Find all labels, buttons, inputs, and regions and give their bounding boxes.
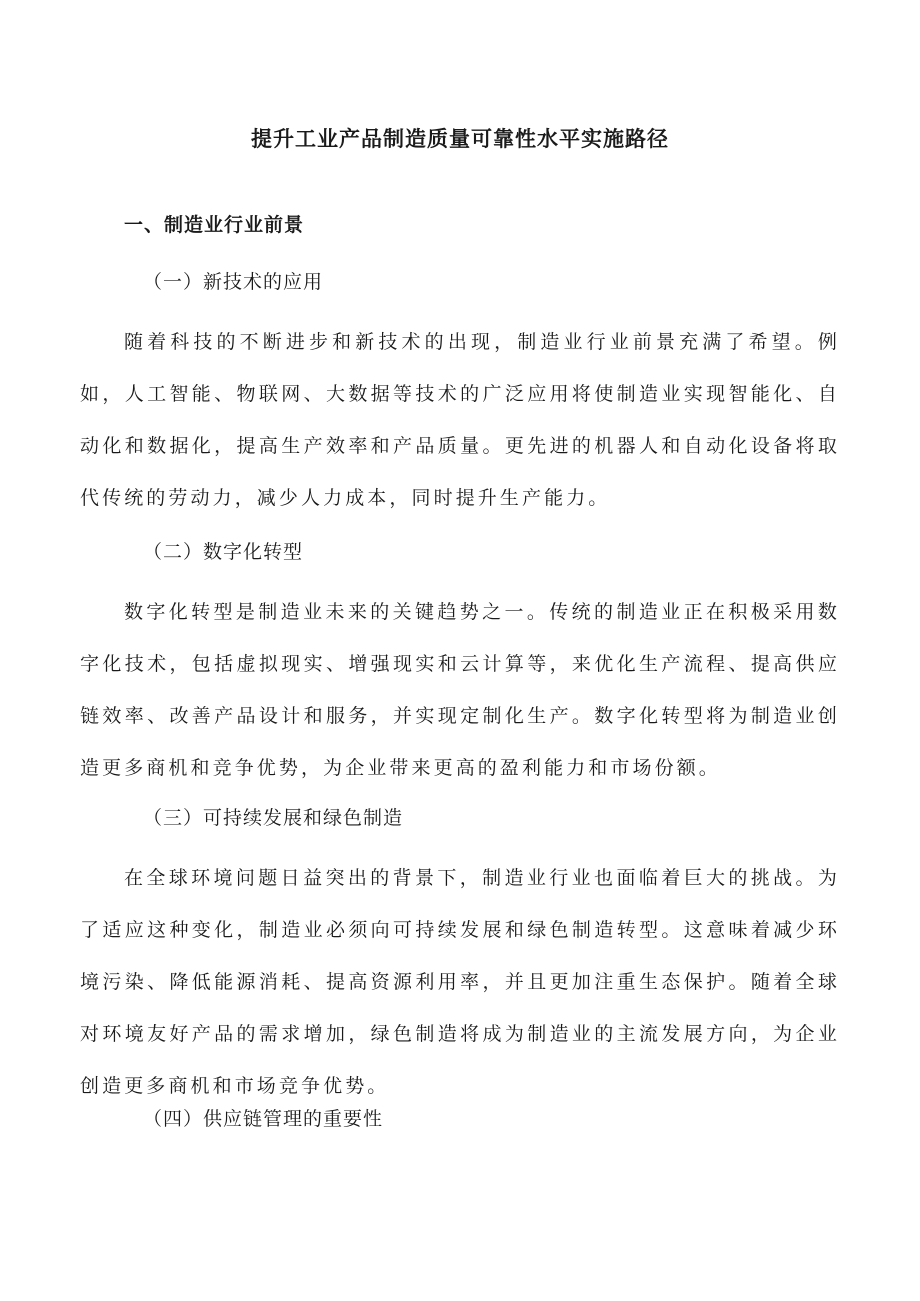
subsection-heading-2: （二）数字化转型: [143, 541, 304, 563]
subsection-heading-4: （四）供应链管理的重要性: [143, 1108, 384, 1130]
section-heading: 一、制造业行业前景: [124, 214, 305, 236]
paragraph-2: 数字化转型是制造业未来的关键趋势之一。传统的制造业正在积极采用数字化技术，包括虚拟现实、增强现实和云计算等，来优化生产流程、提高供应链效率、改善产品设计和服务，并实现定制化生产。数字化转型将为制造业创造更多商机和竞争优势，为企业带来更高的盈利能力和市场份额。: [80, 601, 840, 779]
paragraph-1: 随着科技的不断进步和新技术的出现，制造业行业前景充满了希望。例如，人工智能、物联网、大数据等技术的广泛应用将使制造业实现智能化、自动化和数据化，提高生产效率和产品质量。更先进的机器人和自动化设备将取代传统的劳动力，减少人力成本，同时提升生产能力。: [80, 331, 840, 509]
subsection-heading-3: （三）可持续发展和绿色制造: [143, 807, 404, 829]
subsection-heading-1: （一）新技术的应用: [143, 271, 324, 293]
paragraph-3: 在全球环境问题日益突出的背景下，制造业行业也面临着巨大的挑战。为了适应这种变化，制造业必须向可持续发展和绿色制造转型。这意味着减少环境污染、降低能源消耗、提高资源利用率，并且更加注重生态保护。随着全球对环境友好产品的需求增加，绿色制造将成为制造业的主流发展方向，为企业创造更多商机和市场竞争优势。: [80, 867, 840, 1097]
document-title: 提升工业产品制造质量可靠性水平实施路径: [251, 127, 669, 151]
